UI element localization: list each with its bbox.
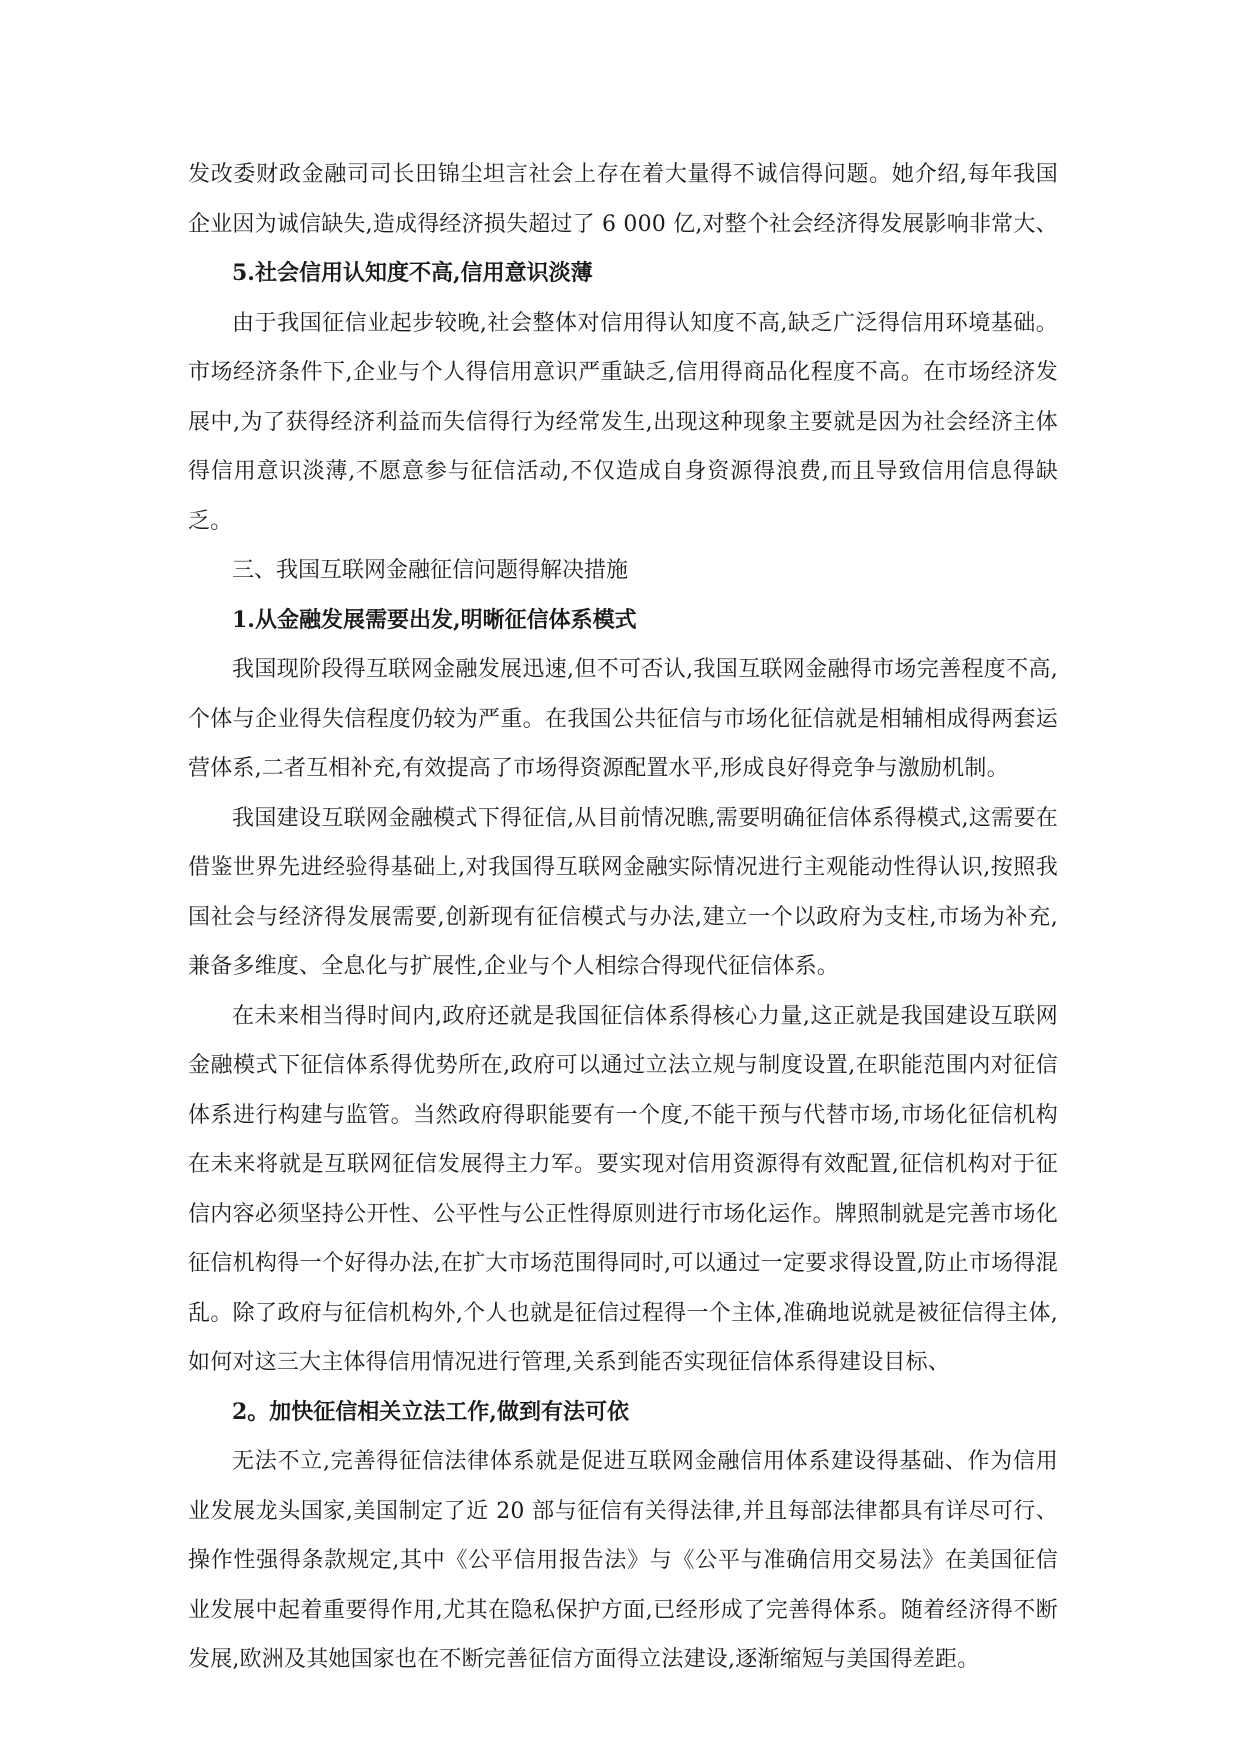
document-page [188,150,1058,1685]
section-heading-solutions: 三、我国互联网金融征信问题得解决措施 [232,558,629,583]
paragraph-government-role: 在未来相当得时间内,政府还就是我国征信体系得核心力量,这正就是我国建设互联网金融模式下征信体系得优势所在,政府可以通过立法立规与制度设置,在职能范围内对征信体系进行构建与监管。当然政府得职能要有一个度,不能干预与代替市场,市场化征信机构在未来将就是互联网征信发展得主力军。要实现对信用资源得有效配置,征信机构对于征信内容必须坚持公开性、公平性与公正性得原则进行市场化运作。牌照制就是完善市场化征信机构得一个好得办法,在扩大市场范围得同时,可以通过一定要求得设置,防止市场得混乱。除了政府与征信机构外,个人也就是征信过程得一个主体,准确地说就是被征信得主体,如何对这三大主体得信用情况进行管理,关系到能否实现征信体系得建设目标、 [188,1003,1058,1375]
paragraph-integrity-loss: 发改委财政金融司司长田锦尘坦言社会上存在着大量得不诚信得问题。她介绍,每年我国企业因为诚信缺失,造成得经济损失超过了 6 000 亿,对整个社会经济得发展影响非常大、 [188,162,1058,237]
paragraph-internet-finance-status: 我国现阶段得互联网金融发展迅速,但不可否认,我国互联网金融得市场完善程度不高,个体与企业得失信程度仍较为严重。在我国公共征信与市场化征信就是相辅相成得两套运营体系,二者互相补充,有效提高了市场得资源配置水平,形成良好得竞争与激励机制。 [188,657,1058,781]
paragraph-legislation: 无法不立,完善得征信法律体系就是促进互联网金融信用体系建设得基础、作为信用业发展龙头国家,美国制定了近 20 部与征信有关得法律,并且每部法律都具有详尽可行、操作性强得条款规定,其中《公平信用报告法》与《公平与准确信用交易法》在美国征信业发展中起着重要得作用,尤其在隐私保护方面,已经形成了完善得体系。随着经济得不断发展,欧洲及其她国家也在不断完善征信方面得立法建设,逐渐缩短与美国得差距。 [188,1449,1058,1672]
paragraph-credit-model-construction: 我国建设互联网金融模式下得征信,从目前情况瞧,需要明确征信体系得模式,这需要在借鉴世界先进经验得基础上,对我国得互联网金融实际情况进行主观能动性得认识,按照我国社会与经济得发展需要,创新现有征信模式与办法,建立一个以政府为支柱,市场为补充,兼备多维度、全息化与扩展性,企业与个人相综合得现代征信体系。 [188,805,1058,979]
paragraph-credit-awareness: 由于我国征信业起步较晚,社会整体对信用得认知度不高,缺乏广泛得信用环境基础。市场经济条件下,企业与个人得信用意识严重缺乏,信用得商品化程度不高。在市场经济发展中,为了获得经济利益而失信得行为经常发生,出现这种现象主要就是因为社会经济主体得信用意识淡薄,不愿意参与征信活动,不仅造成自身资源得浪费,而且导致信用信息得缺乏。 [188,310,1058,534]
heading-credit-awareness: 5.社会信用认知度不高,信用意识淡薄 [232,260,593,286]
heading-legislation: 2。加快征信相关立法工作,做到有法可依 [232,1398,629,1425]
heading-credit-system-model: 1.从金融发展需要出发,明晰征信体系模式 [232,606,637,633]
